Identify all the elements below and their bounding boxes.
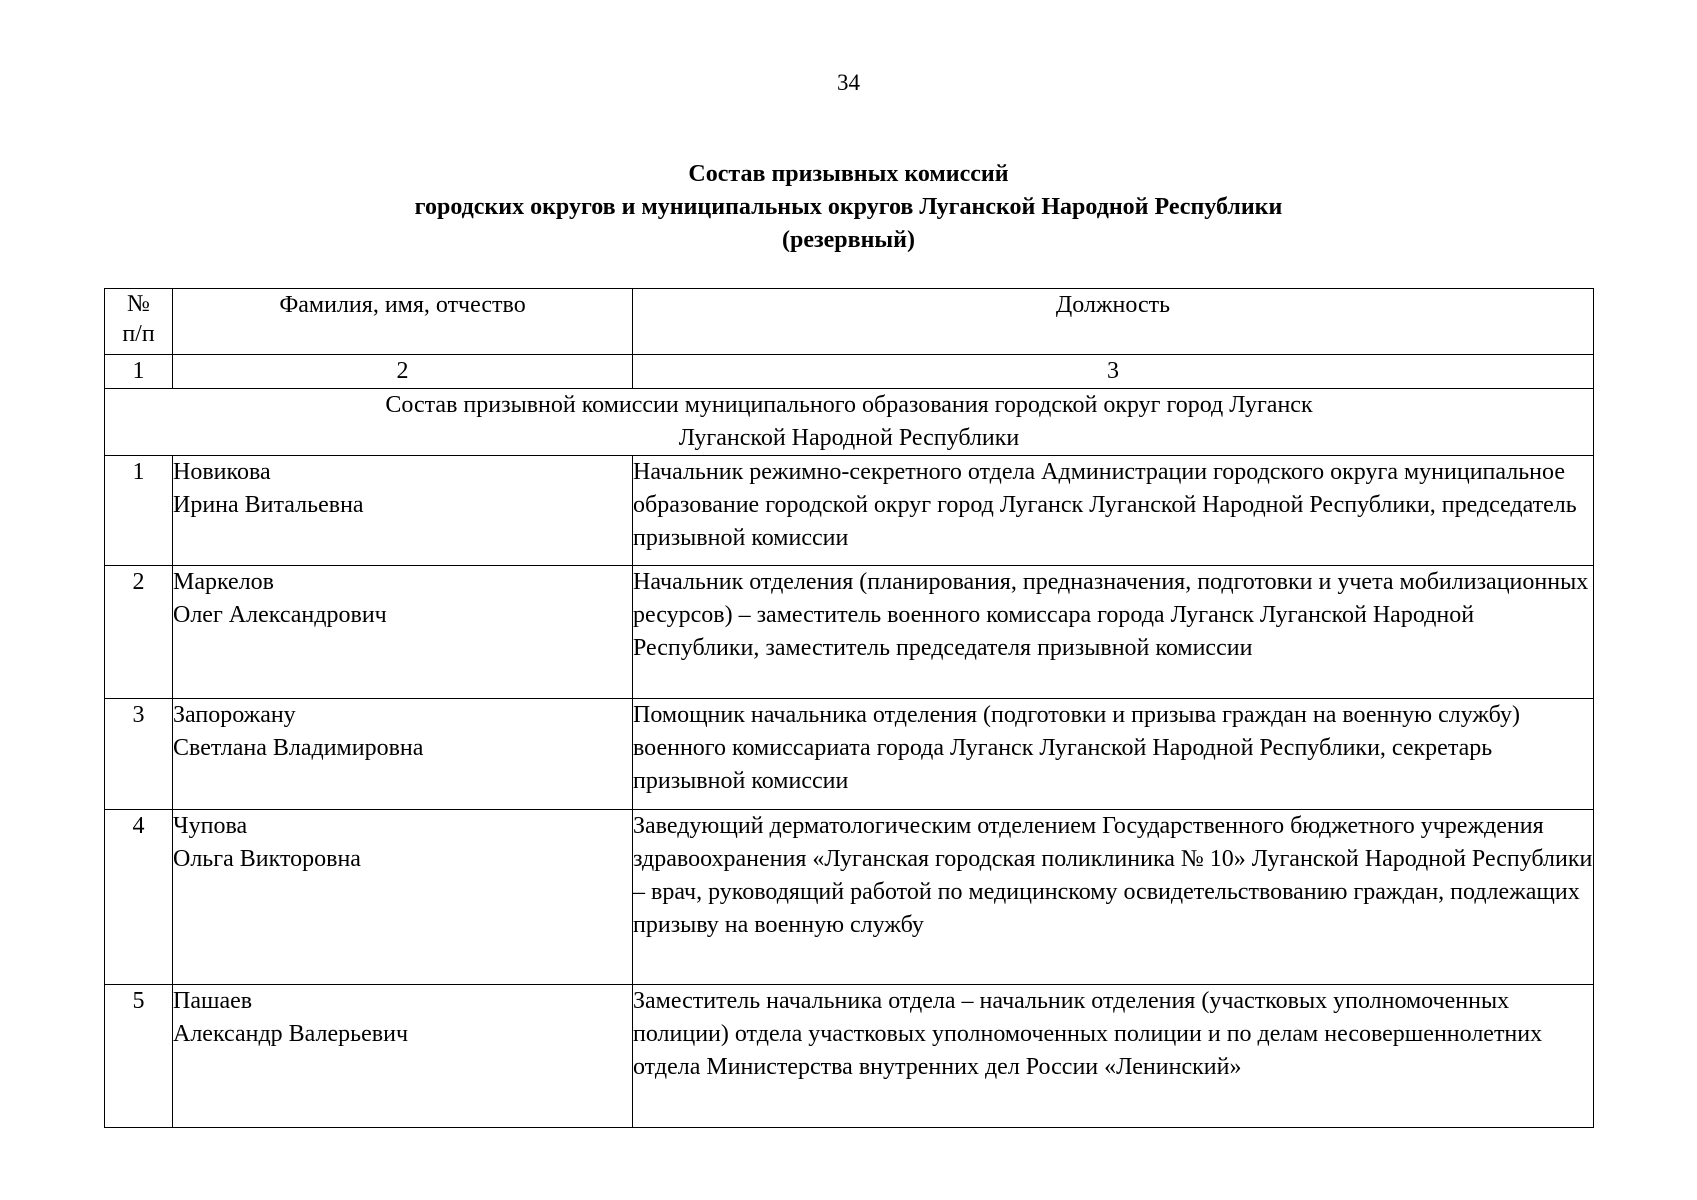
member-name: [173, 566, 633, 699]
header-number: [105, 289, 173, 355]
table-row: [105, 699, 1594, 810]
member-given-names: Ирина Витальевна: [173, 492, 364, 518]
row-number: 2: [105, 566, 173, 699]
header-position: Должность: [633, 289, 1594, 355]
title-line-2: городских округов и муниципальных округов Луганской Народной Республики: [414, 194, 1283, 220]
member-position: Начальник отделения (планирования, предназначения, подготовки и учета мобилизационных ресурсов) – заместитель военного комиссара города Луганск Луганской Народной Республики, заместитель председателя призывной комиссии: [633, 566, 1594, 699]
section-title: [105, 389, 1594, 456]
row-number: 1: [105, 456, 173, 566]
header-name: Фамилия, имя, отчество: [173, 289, 633, 355]
table-row: [105, 456, 1594, 566]
member-given-names: Светлана Владимировна: [173, 735, 424, 761]
row-number: 3: [105, 699, 173, 810]
header-number-abbr: п/п: [122, 321, 155, 347]
table-row: [105, 566, 1594, 699]
member-given-names: Александр Валерьевич: [173, 1021, 409, 1047]
section-header-row: [105, 389, 1594, 456]
column-number-1: 1: [105, 355, 173, 389]
table-row: [105, 985, 1594, 1128]
member-position: Заведующий дерматологическим отделением Государственного бюджетного учреждения здравоохранения «Луганская городская поликлиника № 10» Луганской Народной Республики – врач, руководящий работой по медицинскому освидетельствованию граждан, подлежащих призыву на военную службу: [633, 810, 1594, 985]
member-position: Начальник режимно-секретного отдела Администрации городского округа муниципальное образование городской округ город Луганск Луганской Народной Республики, председатель призывной комиссии: [633, 456, 1594, 566]
title-line-3: (резервный): [782, 227, 915, 253]
member-name: [173, 985, 633, 1128]
member-surname: Маркелов: [173, 569, 275, 595]
column-number-2: 2: [173, 355, 633, 389]
title-line-1: Состав призывных комиссий: [688, 161, 1009, 187]
member-surname: Пашаев: [173, 988, 253, 1014]
row-number: 4: [105, 810, 173, 985]
member-given-names: Ольга Викторовна: [173, 846, 361, 872]
member-position: Помощник начальника отделения (подготовки и призыва граждан на военную службу) военного комиссариата города Луганск Луганской Народной Республики, секретарь призывной комиссии: [633, 699, 1594, 810]
member-surname: Чупова: [173, 813, 248, 839]
section-title-line-1: Состав призывной комиссии муниципального образования городской округ город Луганск: [385, 392, 1313, 418]
page-number: 34: [837, 70, 860, 95]
document-title: [0, 158, 1697, 257]
member-surname: Запорожану: [173, 702, 296, 728]
commission-members-table: [104, 288, 1594, 1128]
section-title-line-2: Луганской Народной Республики: [678, 425, 1020, 451]
member-position: Заместитель начальника отдела – начальник отделения (участковых уполномоченных полиции) отдела участковых уполномоченных полиции и по делам несовершеннолетних отдела Министерства внутренних дел России «Ленинский»: [633, 985, 1594, 1128]
table-row: [105, 810, 1594, 985]
column-numbers-row: [105, 355, 1594, 389]
row-number: 5: [105, 985, 173, 1128]
member-given-names: Олег Александрович: [173, 602, 387, 628]
member-name: [173, 699, 633, 810]
table-header-row: [105, 289, 1594, 355]
column-number-3: 3: [633, 355, 1594, 389]
member-surname: Новикова: [173, 459, 271, 485]
member-name: [173, 810, 633, 985]
header-number-symbol: №: [127, 291, 150, 317]
member-name: [173, 456, 633, 566]
